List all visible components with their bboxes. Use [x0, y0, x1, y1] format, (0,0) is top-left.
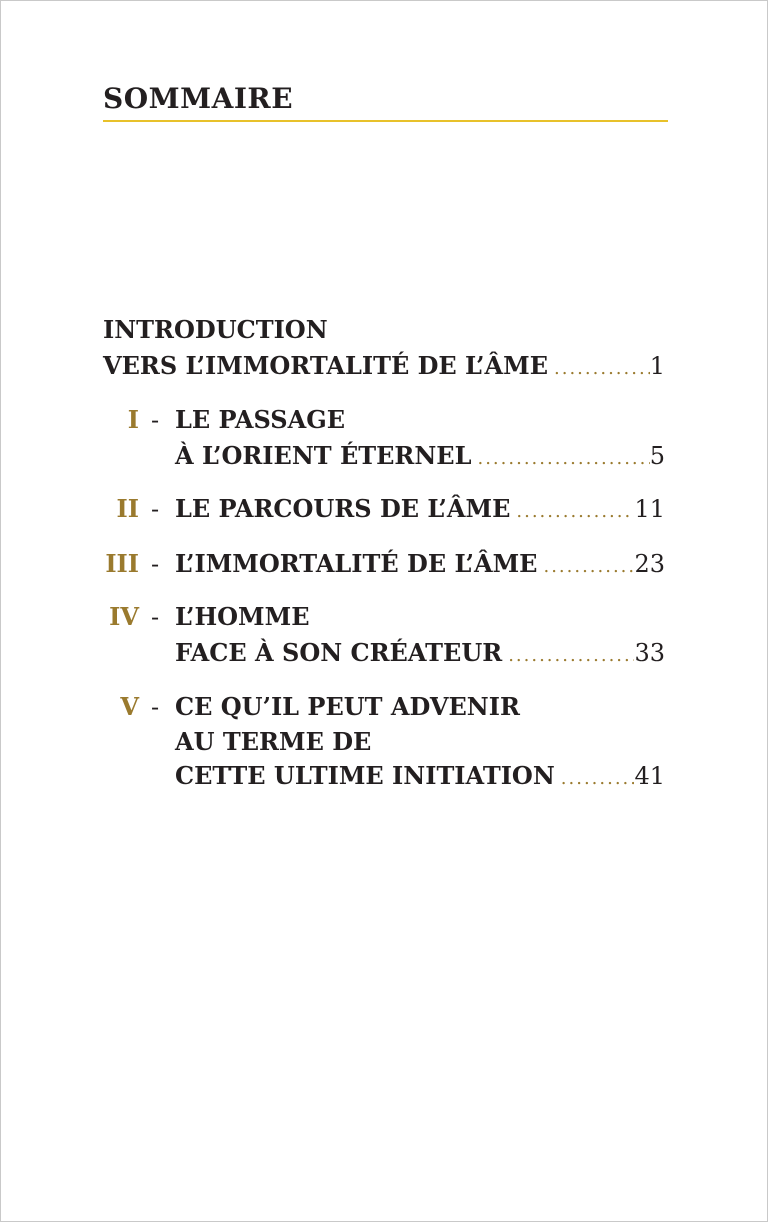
chapter-numeral: II [116, 494, 139, 523]
toc-intro-line-2[interactable] [103, 349, 665, 383]
toc-chapter-4-line-2[interactable] [175, 636, 665, 670]
title-underline [103, 120, 668, 122]
page-number: 1 [649, 352, 665, 380]
chapter-dash: - [151, 603, 160, 631]
chapter-numeral: I [127, 405, 139, 434]
dot-leader [502, 639, 634, 673]
toc-chapter-2-line-1[interactable] [175, 492, 665, 526]
dot-leader [548, 352, 650, 386]
toc-chapter-1-line-1 [175, 403, 665, 437]
chapter-dash: - [151, 495, 160, 523]
dot-leader [471, 442, 649, 476]
toc-entry-text: L’HOMME [175, 602, 310, 631]
toc-chapter-5-line-2 [175, 725, 665, 759]
toc-entry-text: AU TERME DE [175, 727, 372, 756]
toc-entry-text: CE QU’IL PEUT ADVENIR [175, 692, 520, 721]
toc-entry-text: À L’ORIENT ÉTERNEL [175, 441, 472, 470]
toc-entry-text: CETTE ULTIME INITIATION [175, 761, 555, 790]
toc-chapter-3-line-1[interactable] [175, 547, 665, 581]
toc-entry-text: LE PARCOURS DE L’ÂME [175, 494, 511, 523]
page-title: SOMMAIRE [103, 82, 294, 115]
dot-leader [510, 495, 634, 529]
toc-intro-line-1 [103, 313, 665, 347]
toc-chapter-5-line-3[interactable] [175, 759, 665, 793]
dot-leader [555, 762, 635, 796]
page-number: 5 [649, 442, 665, 470]
toc-chapter-5-line-1 [175, 690, 665, 724]
page-number: 11 [634, 495, 665, 523]
toc-entry-text: LE PASSAGE [175, 405, 345, 434]
toc-entry-text: INTRODUCTION [103, 315, 328, 344]
chapter-numeral: V [120, 692, 139, 721]
toc-entry-text: VERS L’IMMORTALITÉ DE L’ÂME [103, 351, 549, 380]
page-number: 33 [634, 639, 665, 667]
chapter-dash: - [151, 406, 160, 434]
chapter-numeral: IV [109, 602, 139, 631]
page-number: 23 [634, 550, 665, 578]
toc-entry-text: L’IMMORTALITÉ DE L’ÂME [175, 549, 538, 578]
toc-entry-text: FACE À SON CRÉATEUR [175, 638, 503, 667]
chapter-numeral: III [105, 549, 139, 578]
chapter-dash: - [151, 550, 160, 578]
dot-leader [537, 550, 634, 584]
chapter-dash: - [151, 693, 160, 721]
toc-chapter-4-line-1 [175, 600, 665, 634]
page-number: 41 [634, 762, 665, 790]
toc-chapter-1-line-2[interactable] [175, 439, 665, 473]
